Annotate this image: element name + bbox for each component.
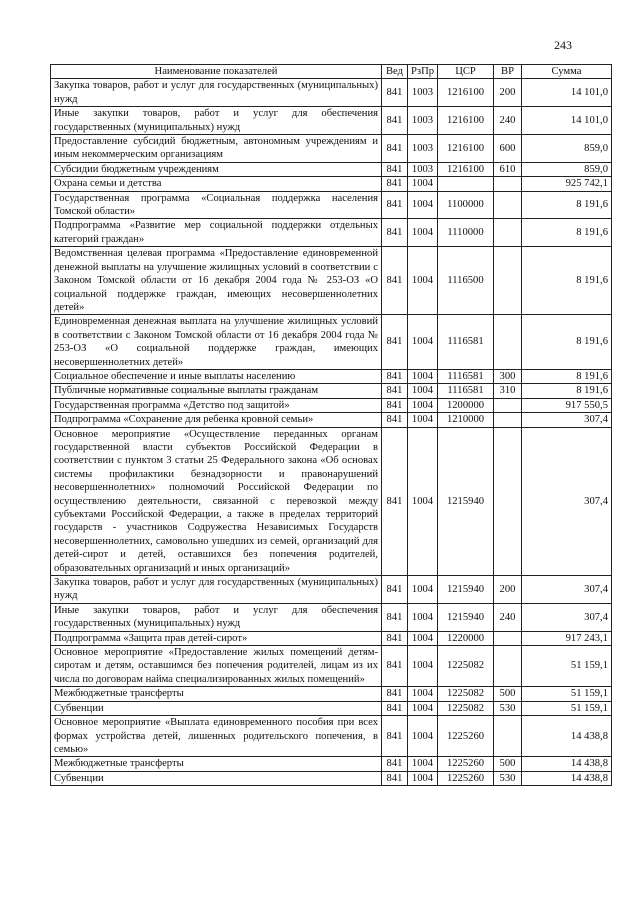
table-row — [51, 757, 612, 771]
header-rzpr: РзПр — [408, 65, 438, 79]
cell-ved: 841 — [382, 631, 408, 645]
table-row — [51, 191, 612, 219]
cell-csr: 1216100 — [438, 162, 494, 176]
page-number: 243 — [554, 38, 572, 52]
table-row — [51, 771, 612, 785]
cell-rzpr: 1004 — [408, 369, 438, 383]
cell-ved: 841 — [382, 135, 408, 163]
cell-vr — [494, 398, 522, 412]
cell-vr — [494, 191, 522, 219]
cell-csr: 1116581 — [438, 315, 494, 370]
cell-rzpr: 1004 — [408, 631, 438, 645]
table-row — [51, 646, 612, 687]
cell-sum: 8 191,6 — [522, 369, 612, 383]
cell-csr: 1100000 — [438, 191, 494, 219]
table-row — [51, 162, 612, 176]
cell-sum: 859,0 — [522, 135, 612, 163]
cell-sum: 51 159,1 — [522, 701, 612, 715]
cell-csr: 1116581 — [438, 369, 494, 383]
cell-rzpr: 1004 — [408, 413, 438, 427]
cell-sum: 14 438,8 — [522, 716, 612, 757]
cell-csr: 1110000 — [438, 219, 494, 247]
cell-sum: 14 101,0 — [522, 107, 612, 135]
cell-sum: 859,0 — [522, 162, 612, 176]
cell-vr: 200 — [494, 79, 522, 107]
cell-name: Предоставление субсидий бюджетным, автономным учреждениям и иным некоммерческим организациям — [51, 135, 382, 163]
cell-name: Основное мероприятие «Осуществление переданных органам государственной власти субъектов Российской Федерации в соответствии с пунктом 3 статьи 25 Федерального закона «Об основах системы профилактики безнадзорности и правонарушений несовершеннолетних» полномочий Российской Федерации по осуществлению деятельности, связанной с перевозкой между субъектами Российской Федерации, а также в пределах территорий государств - участников Содружества Независимых Государств несовершеннолетних, самовольно ушедших из семей, организаций для детей-сирот и детей, оставшихся без попечения родителей, образовательных организаций и иных организаций» — [51, 427, 382, 575]
cell-sum: 51 159,1 — [522, 687, 612, 701]
table-row — [51, 687, 612, 701]
cell-ved: 841 — [382, 757, 408, 771]
cell-name: Основное мероприятие «Предоставление жилых помещений детям-сиротам и детям, оставшимся без попечения родителей, лицам из их числа по договорам найма специализированных жилых помещений» — [51, 646, 382, 687]
cell-name: Ведомственная целевая программа «Предоставление единовременной денежной выплаты на улучшение жилищных условий в соответствии с Законом Томской области от 16 декабря 2004 года № 253-ОЗ «О социальной поддержке граждан, имеющих несовершеннолетних детей» — [51, 247, 382, 315]
cell-ved: 841 — [382, 603, 408, 631]
cell-ved: 841 — [382, 79, 408, 107]
cell-csr: 1200000 — [438, 398, 494, 412]
cell-name: Основное мероприятие «Выплата единовременного пособия при всех формах устройства детей, лишенных родительского попечения, в семью» — [51, 716, 382, 757]
cell-csr: 1216100 — [438, 135, 494, 163]
cell-sum: 14 101,0 — [522, 79, 612, 107]
table-row — [51, 427, 612, 575]
table-row — [51, 369, 612, 383]
cell-sum: 8 191,6 — [522, 247, 612, 315]
cell-rzpr: 1004 — [408, 219, 438, 247]
cell-sum: 307,4 — [522, 603, 612, 631]
cell-rzpr: 1004 — [408, 427, 438, 575]
budget-table — [50, 64, 612, 786]
cell-name: Публичные нормативные социальные выплаты гражданам — [51, 384, 382, 398]
cell-csr: 1225260 — [438, 771, 494, 785]
cell-sum: 917 243,1 — [522, 631, 612, 645]
cell-vr — [494, 247, 522, 315]
cell-name: Подпрограмма «Развитие мер социальной поддержки отдельных категорий граждан» — [51, 219, 382, 247]
cell-vr — [494, 716, 522, 757]
cell-rzpr: 1004 — [408, 646, 438, 687]
cell-vr — [494, 631, 522, 645]
table-row — [51, 631, 612, 645]
cell-name: Закупка товаров, работ и услуг для государственных (муниципальных) нужд — [51, 79, 382, 107]
cell-rzpr: 1004 — [408, 687, 438, 701]
cell-sum: 8 191,6 — [522, 315, 612, 370]
cell-vr — [494, 646, 522, 687]
cell-csr: 1116500 — [438, 247, 494, 315]
table-row — [51, 135, 612, 163]
cell-rzpr: 1004 — [408, 771, 438, 785]
table-row — [51, 247, 612, 315]
cell-rzpr: 1003 — [408, 162, 438, 176]
cell-csr: 1220000 — [438, 631, 494, 645]
cell-vr — [494, 413, 522, 427]
cell-vr: 240 — [494, 603, 522, 631]
cell-csr — [438, 177, 494, 191]
cell-ved: 841 — [382, 687, 408, 701]
header-vr: ВР — [494, 65, 522, 79]
cell-rzpr: 1004 — [408, 247, 438, 315]
cell-rzpr: 1004 — [408, 384, 438, 398]
cell-ved: 841 — [382, 162, 408, 176]
table-row — [51, 315, 612, 370]
cell-name: Субвенции — [51, 701, 382, 715]
cell-ved: 841 — [382, 398, 408, 412]
table-row — [51, 701, 612, 715]
table-row — [51, 576, 612, 604]
cell-name: Межбюджетные трансферты — [51, 757, 382, 771]
cell-vr: 500 — [494, 687, 522, 701]
cell-name: Закупка товаров, работ и услуг для государственных (муниципальных) нужд — [51, 576, 382, 604]
table-row — [51, 398, 612, 412]
cell-name: Иные закупки товаров, работ и услуг для обеспечения государственных (муниципальных) нужд — [51, 107, 382, 135]
cell-csr: 1225082 — [438, 687, 494, 701]
cell-vr: 200 — [494, 576, 522, 604]
cell-rzpr: 1004 — [408, 315, 438, 370]
cell-name: Охрана семьи и детства — [51, 177, 382, 191]
cell-vr — [494, 427, 522, 575]
cell-sum: 8 191,6 — [522, 219, 612, 247]
table-row — [51, 177, 612, 191]
cell-csr: 1215940 — [438, 603, 494, 631]
header-sum: Сумма — [522, 65, 612, 79]
cell-ved: 841 — [382, 107, 408, 135]
cell-name: Субсидии бюджетным учреждениям — [51, 162, 382, 176]
table-row — [51, 413, 612, 427]
cell-ved: 841 — [382, 177, 408, 191]
cell-sum: 307,4 — [522, 576, 612, 604]
table-header-row — [51, 65, 612, 79]
cell-ved: 841 — [382, 646, 408, 687]
cell-vr — [494, 315, 522, 370]
cell-sum: 14 438,8 — [522, 757, 612, 771]
cell-sum: 307,4 — [522, 413, 612, 427]
cell-rzpr: 1004 — [408, 191, 438, 219]
cell-sum: 925 742,1 — [522, 177, 612, 191]
cell-csr: 1215940 — [438, 576, 494, 604]
cell-csr: 1116581 — [438, 384, 494, 398]
cell-vr: 310 — [494, 384, 522, 398]
cell-rzpr: 1003 — [408, 135, 438, 163]
cell-name: Иные закупки товаров, работ и услуг для обеспечения государственных (муниципальных) нужд — [51, 603, 382, 631]
cell-vr: 300 — [494, 369, 522, 383]
header-csr: ЦСР — [438, 65, 494, 79]
cell-rzpr: 1004 — [408, 701, 438, 715]
cell-ved: 841 — [382, 191, 408, 219]
cell-name: Подпрограмма «Сохранение для ребенка кровной семьи» — [51, 413, 382, 427]
cell-csr: 1225260 — [438, 716, 494, 757]
cell-sum: 917 550,5 — [522, 398, 612, 412]
table-row — [51, 603, 612, 631]
table-row — [51, 716, 612, 757]
cell-ved: 841 — [382, 247, 408, 315]
cell-csr: 1216100 — [438, 79, 494, 107]
cell-rzpr: 1004 — [408, 757, 438, 771]
cell-vr: 530 — [494, 701, 522, 715]
cell-ved: 841 — [382, 716, 408, 757]
cell-rzpr: 1004 — [408, 177, 438, 191]
cell-vr: 600 — [494, 135, 522, 163]
cell-ved: 841 — [382, 701, 408, 715]
cell-sum: 8 191,6 — [522, 191, 612, 219]
cell-ved: 841 — [382, 413, 408, 427]
header-ved: Вед — [382, 65, 408, 79]
table-body — [51, 79, 612, 786]
cell-ved: 841 — [382, 427, 408, 575]
cell-rzpr: 1004 — [408, 398, 438, 412]
cell-vr: 530 — [494, 771, 522, 785]
cell-sum: 8 191,6 — [522, 384, 612, 398]
cell-rzpr: 1004 — [408, 576, 438, 604]
cell-rzpr: 1003 — [408, 79, 438, 107]
cell-ved: 841 — [382, 315, 408, 370]
cell-vr — [494, 219, 522, 247]
cell-name: Государственная программа «Социальная поддержка населения Томской области» — [51, 191, 382, 219]
cell-name: Государственная программа «Детство под защитой» — [51, 398, 382, 412]
cell-ved: 841 — [382, 576, 408, 604]
cell-vr: 500 — [494, 757, 522, 771]
cell-rzpr: 1003 — [408, 107, 438, 135]
cell-csr: 1210000 — [438, 413, 494, 427]
cell-ved: 841 — [382, 219, 408, 247]
cell-name: Подпрограмма «Защита прав детей-сирот» — [51, 631, 382, 645]
table-row — [51, 384, 612, 398]
cell-sum: 14 438,8 — [522, 771, 612, 785]
cell-ved: 841 — [382, 369, 408, 383]
table-row — [51, 107, 612, 135]
cell-rzpr: 1004 — [408, 603, 438, 631]
cell-vr: 240 — [494, 107, 522, 135]
cell-rzpr: 1004 — [408, 716, 438, 757]
cell-ved: 841 — [382, 384, 408, 398]
cell-sum: 51 159,1 — [522, 646, 612, 687]
header-name: Наименование показателей — [51, 65, 382, 79]
cell-csr: 1216100 — [438, 107, 494, 135]
cell-sum: 307,4 — [522, 427, 612, 575]
table-row — [51, 219, 612, 247]
table-row — [51, 79, 612, 107]
cell-vr: 610 — [494, 162, 522, 176]
cell-ved: 841 — [382, 771, 408, 785]
cell-csr: 1225082 — [438, 701, 494, 715]
cell-name: Социальное обеспечение и иные выплаты населению — [51, 369, 382, 383]
cell-csr: 1215940 — [438, 427, 494, 575]
cell-name: Единовременная денежная выплата на улучшение жилищных условий в соответствии с Законом Томской области от 16 декабря 2004 года № 253-ОЗ «О социальной поддержке граждан, имеющих несовершеннолетних детей» — [51, 315, 382, 370]
cell-csr: 1225260 — [438, 757, 494, 771]
cell-vr — [494, 177, 522, 191]
cell-name: Межбюджетные трансферты — [51, 687, 382, 701]
cell-name: Субвенции — [51, 771, 382, 785]
cell-csr: 1225082 — [438, 646, 494, 687]
